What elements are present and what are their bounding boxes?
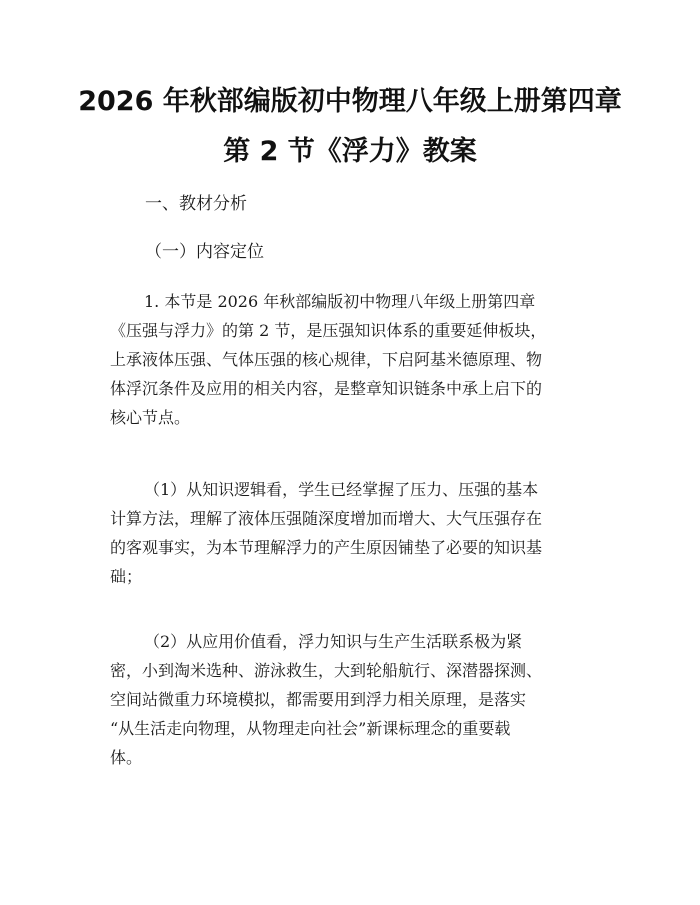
paragraph-line: 体。 <box>110 748 143 767</box>
paragraph-line: 体浮沉条件及应用的相关内容，是整章知识链条中承上启下的 <box>110 379 543 398</box>
subsection-heading: （一）内容定位 <box>145 242 264 262</box>
paragraph-line: （1）从知识逻辑看，学生已经掌握了压力、压强的基本 <box>144 480 539 499</box>
paragraph-line: 密，小到淘米选种、游泳救生，大到轮船航行、深潜器探测、 <box>110 661 543 680</box>
paragraph-line: “从生活走向物理，从物理走向社会”新课标理念的重要载 <box>110 719 511 738</box>
paragraph-line: 核心节点。 <box>110 408 191 427</box>
paragraph-line: 上承液体压强、气体压强的核心规律，下启阿基米德原理、物 <box>110 350 543 369</box>
paragraph-line: 础； <box>110 567 143 586</box>
document-title-line-2: 第 2 节《浮力》教案 <box>223 136 477 167</box>
document-title-line-1: 2026 年秋部编版初中物理八年级上册第四章 <box>78 86 622 117</box>
section-heading: 一、教材分析 <box>145 194 247 214</box>
paragraph-line: （2）从应用价值看，浮力知识与生产生活联系极为紧 <box>144 632 523 651</box>
paragraph-line: 计算方法，理解了液体压强随深度增加而增大、大气压强存在 <box>110 509 543 528</box>
paragraph-line: 的客观事实，为本节理解浮力的产生原因铺垫了必要的知识基 <box>110 538 543 557</box>
paragraph-line: 1. 本节是 2026 年秋部编版初中物理八年级上册第四章 <box>144 292 536 311</box>
paragraph-line: 空间站微重力环境模拟，都需要用到浮力相关原理，是落实 <box>110 690 527 709</box>
paragraph-knowledge-logic <box>110 475 596 591</box>
paragraph-content-positioning <box>110 287 596 432</box>
paragraph-line: 《压强与浮力》的第 2 节，是压强知识体系的重要延伸板块， <box>110 321 547 340</box>
paragraph-application-value <box>110 627 596 772</box>
